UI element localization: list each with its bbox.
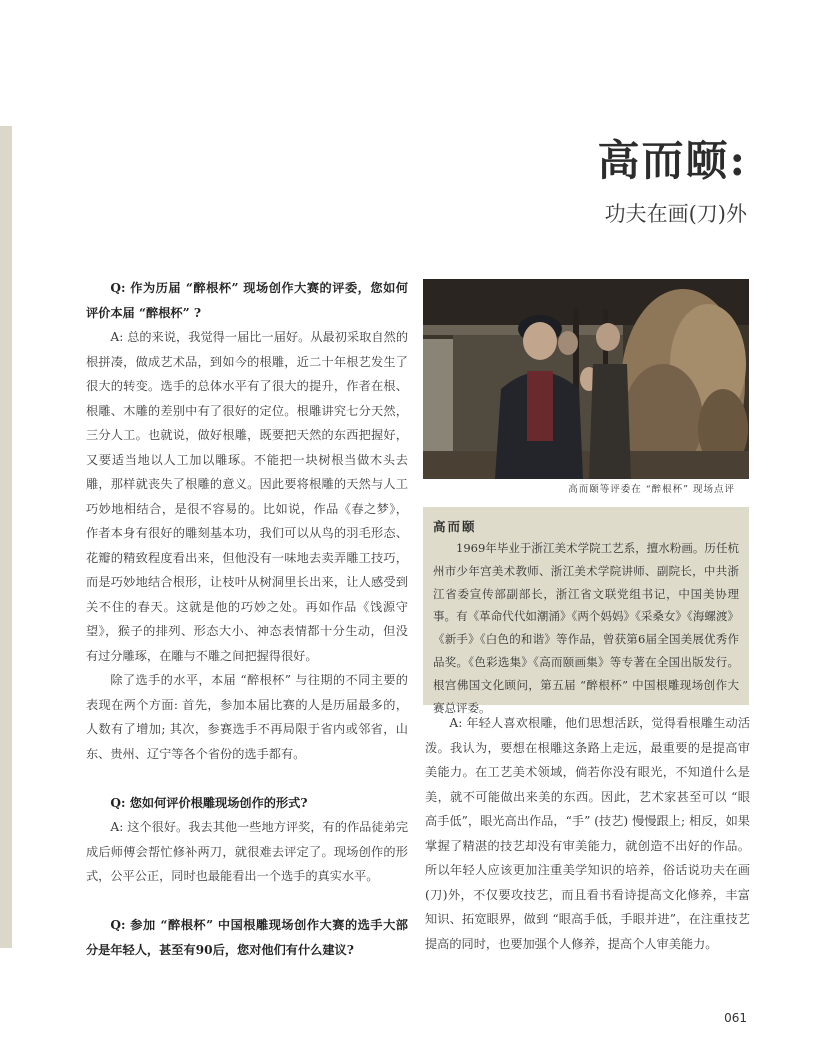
question-2: Q: 您如何评价根雕现场创作的形式? [110, 795, 308, 810]
answer-1-paragraph-1: A: 总的来说，我觉得一届比一届好。从最初采取自然的根拼凑，做成艺术品，到如今的根雕，近二十年根艺发生了很大的转变。选手的总体水平有了很大的提升，作者在根、根雕、木雕的差别中有了很好的定位。根雕讲究七分天然，三分人工。也就说，做好根雕，既要把天然的东西把握好，又要适当地以人工加以雕琢。不能把一块树根当做木头去雕，那样就丧失了根雕的意义。因此要将根雕的天然与人工巧妙地相结合，是很不容易的。比如说，作品《春之梦》，作者本身有很好的雕刻基本功，我们可以从鸟的羽毛形态、花瓣的精致程度看出来，但他没有一味地去卖弄雕工技巧，而是巧妙地结合根形，让枝叶从树洞里长出来，让人感受到关不住的春天。这就是他的巧妙之处。再如作品《饯源守望》，猴子的排列、形态大小、神态表情都十分生动，但没有过分雕琢，在雕与不雕之间把握得很好。 [86, 330, 408, 663]
answer-3: A: 年轻人喜欢根雕，他们思想活跃，觉得看根雕生动活泼。我认为，要想在根雕这条路上走远，最重要的是提高审美能力。在工艺美术领域，倘若你没有眼光，不知道什么是美，就不可能做出来美的东西。因此，艺术家甚至可以 “眼高手低”，眼光高出作品，“手” (技艺) 慢慢跟上; 相反，如果掌握了精湛的技艺却没有审美能力，就创造不出好的作品。所以年轻人应该更加注重美学知识的培养，俗话说功夫在画(刀)外，不仅要攻技艺，而且看书看诗提高文化修养，丰富知识、拓宽眼界，做到 “眼高手低，手眼并进”，在注重技艺提高的同时，也要加强个人修养，提高个人审美能力。 [425, 716, 750, 951]
page-number: 061 [724, 1011, 747, 1025]
judges-photo [423, 279, 749, 479]
bio-text: 1969年毕业于浙江美术学院工艺系，擅水粉画。历任杭州市少年宫美术教师、浙江美术学院讲师、副院长，中共浙江省委宣传部副部长，浙江省文联党组书记，中国美协理事。有《革命代代如潮涌》《两个妈妈》《采桑女》《海螺渡》《新手》《白色的和谐》等作品，曾获第6届全国美展优秀作品奖。《色彩选集》《高而颐画集》等专著在全国出版发行。根宫佛国文化顾问，第五届 “醉根杯” 中国根雕现场创作大赛总评委。 [433, 541, 739, 715]
bio-name: 高而颐 [433, 519, 477, 534]
photo-caption: 高而颐等评委在 “醉根杯” 现场点评 [568, 484, 735, 495]
article-subtitle: 功夫在画(刀)外 [604, 202, 747, 226]
question-1: Q: 作为历届 “醉根杯” 现场创作大赛的评委，您如何评价本届 “醉根杯” ? [86, 281, 408, 320]
article-title: 高而颐: [597, 136, 747, 185]
question-3: Q: 参加 “醉根杯” 中国根雕现场创作大赛的选手大部分是年轻人，甚至有90后，您对他们有什么建议? [86, 918, 408, 957]
answer-2: A: 这个很好。我去其他一些地方评奖，有的作品徒弟完成后师傅会帮忙修补两刀，就很难去评定了。现场创作的形式，公平公正，同时也最能看出一个选手的真实水平。 [86, 820, 408, 883]
left-column [86, 276, 408, 962]
answer-1-paragraph-2: 除了选手的水平，本届 “醉根杯” 与往期的不同主要的表现在两个方面: 首先，参加本届比赛的人是历届最多的，人数有了增加; 其次，参赛选手不再局限于省内或邻省，山东、贵州、辽宁等各个省份的选手都有。 [86, 673, 408, 761]
side-accent-bar [0, 126, 12, 948]
right-column [425, 711, 750, 956]
bio-box [423, 507, 749, 715]
